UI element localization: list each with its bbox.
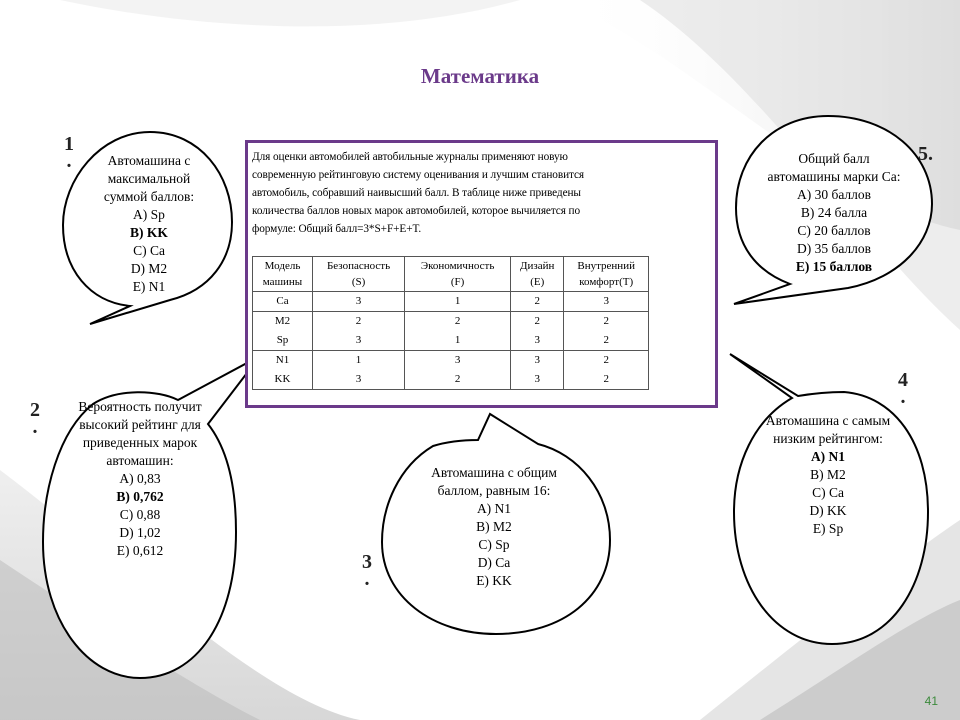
- question-number-1: 1 .: [64, 133, 74, 172]
- cell-value: 2: [603, 354, 609, 366]
- cell-value: 2: [603, 315, 609, 327]
- page-number: 41: [924, 694, 938, 708]
- header-design-line-1: Дизайн: [520, 260, 555, 272]
- question-number-4: 4 .: [898, 369, 908, 408]
- cell-value: 1: [454, 334, 461, 346]
- header-comfort: [564, 257, 649, 292]
- q3-line-2: баллом, равным 16:: [437, 483, 551, 498]
- header-economy-line-1: Экономичность: [420, 260, 495, 272]
- header-model: [253, 257, 313, 292]
- bubble-5-text: [736, 150, 932, 276]
- q5-option-d: D) 35 баллов: [796, 241, 872, 256]
- q4-option-c: C) Ca: [812, 485, 844, 500]
- question-number-2-label: 2: [30, 399, 40, 421]
- cell-value: 3: [355, 373, 362, 385]
- table-cell: [313, 351, 405, 390]
- table-cell: 1: [405, 292, 511, 312]
- q1-option-c: C) Ca: [133, 243, 165, 258]
- header-design-line-2: (E): [530, 276, 545, 288]
- header-economy: [405, 257, 511, 292]
- question-number-1-label: 1: [64, 133, 74, 155]
- table-cell: [253, 351, 313, 390]
- table-cell: 3: [564, 292, 649, 312]
- q1-option-d: D) M2: [130, 261, 168, 276]
- q3-option-b: B) M2: [476, 519, 512, 534]
- question-number-2: 2 .: [30, 399, 40, 438]
- table-cell: [253, 312, 313, 351]
- q2-line-3: приведенных марок: [82, 435, 198, 450]
- cell-value: 1: [355, 354, 362, 366]
- slide-title: Математика: [420, 64, 540, 88]
- cell-value: N1: [275, 354, 290, 366]
- question-number-3-label: 3: [362, 551, 372, 573]
- q3-option-a: A) N1: [476, 501, 512, 516]
- table-row: [253, 292, 649, 312]
- q1-option-e: E) N1: [132, 279, 166, 294]
- cell-value: 2: [603, 373, 609, 385]
- cell-value: M2: [274, 315, 291, 327]
- cell-value: KK: [274, 373, 291, 385]
- q2-option-b: B) 0,762: [116, 489, 164, 504]
- problem-text: [252, 148, 712, 238]
- table-cell: [511, 351, 564, 390]
- cell-value: 2: [454, 373, 461, 385]
- q5-line-1: Общий балл: [798, 151, 870, 166]
- q3-option-c: C) Sp: [478, 537, 510, 552]
- header-comfort-line-1: Внутренний: [577, 260, 635, 272]
- q2-line-2: высокий рейтинг для: [79, 417, 201, 432]
- problem-line-4: количества баллов новых марок автомобилей, которое вычиляется по: [252, 205, 581, 217]
- table-cell: 3: [313, 292, 405, 312]
- q3-option-d: D) Ca: [477, 555, 511, 570]
- table-header-row: [253, 257, 649, 292]
- table-cell: [511, 312, 564, 351]
- cell-value: 2: [355, 315, 362, 327]
- q4-option-a: A) N1: [810, 449, 846, 464]
- q5-option-b: B) 24 балла: [800, 205, 868, 220]
- q4-line-1: Автомашина с самым: [765, 413, 891, 428]
- problem-line-3: автомобиль, собравший наивысший балл. В таблице ниже приведены: [252, 187, 581, 199]
- scores-table: [252, 256, 649, 390]
- header-safety-line-1: Безопасность: [326, 260, 391, 272]
- bubble-2-text: [50, 398, 230, 560]
- table-cell: [405, 351, 511, 390]
- header-economy-line-2: (F): [450, 276, 465, 288]
- q1-option-a: A) Sp: [133, 207, 165, 222]
- q4-option-b: B) M2: [810, 467, 846, 482]
- q3-line-1: Автомашина с общим: [431, 465, 557, 480]
- problem-line-1: Для оценки автомобилей автобильные журналы применяют новую: [252, 151, 568, 163]
- table-row-group: [253, 312, 649, 351]
- bubble-4-text: [738, 412, 918, 538]
- problem-line-2: современную рейтинговую систему оценивания и лучшим становится: [252, 169, 584, 181]
- header-design: [511, 257, 564, 292]
- cell-value: 3: [534, 354, 540, 366]
- q5-option-c: C) 20 баллов: [797, 223, 871, 238]
- question-number-5: [918, 144, 933, 164]
- question-number-4-label: 4: [898, 369, 908, 391]
- cell-value: 2: [603, 334, 609, 346]
- table-cell: [405, 312, 511, 351]
- table-cell: 2: [511, 292, 564, 312]
- q4-option-e: E) Sp: [812, 521, 844, 536]
- problem-box: [245, 140, 718, 408]
- q1-line-1: Автомашина с: [107, 153, 191, 168]
- q1-line-2: максимальной: [107, 171, 191, 186]
- q2-option-a: A) 0,83: [119, 471, 161, 486]
- table-row-group: [253, 351, 649, 390]
- q3-option-e: E) KK: [476, 573, 512, 588]
- bubble-3-text: [404, 464, 584, 590]
- q1-line-3: суммой баллов:: [103, 189, 195, 204]
- q2-line-4: автомашин:: [106, 453, 174, 468]
- header-comfort-line-2: комфорт(T): [579, 276, 634, 288]
- cell-value: 3: [534, 373, 540, 385]
- q5-option-a: A) 30 баллов: [796, 187, 872, 202]
- q2-option-d: D) 1,02: [119, 525, 161, 540]
- q2-option-c: C) 0,88: [119, 507, 161, 522]
- header-safety-line-2: (S): [351, 276, 366, 288]
- cell-value: 3: [534, 334, 540, 346]
- cell-value: 3: [355, 334, 362, 346]
- table-cell: [564, 312, 649, 351]
- bubble-1-text: [80, 152, 218, 296]
- table-cell: [313, 312, 405, 351]
- header-model-line-2: машины: [262, 276, 303, 288]
- table-cell: [564, 351, 649, 390]
- header-model-line-1: Модель: [264, 260, 301, 272]
- q5-option-e: E) 15 баллов: [795, 259, 873, 274]
- cell-value: 3: [454, 354, 461, 366]
- q4-line-2: низким рейтингом:: [773, 431, 883, 446]
- q1-option-b: B) KK: [130, 225, 168, 240]
- q5-line-2: автомашины марки Ca:: [767, 169, 901, 184]
- problem-line-5: формуле: Общий балл=3*S+F+E+T.: [252, 223, 422, 235]
- table-cell: Ca: [253, 292, 313, 312]
- cell-value: 2: [534, 315, 540, 327]
- q2-option-e: E) 0,612: [116, 543, 164, 558]
- header-safety: [313, 257, 405, 292]
- cell-value: Sp: [276, 334, 289, 346]
- q2-line-1: Вероятность получит: [78, 399, 202, 414]
- question-number-3: 3 .: [362, 551, 372, 590]
- question-number-5-label: 5.: [918, 143, 933, 165]
- q4-option-d: D) KK: [809, 503, 847, 518]
- cell-value: 2: [454, 315, 461, 327]
